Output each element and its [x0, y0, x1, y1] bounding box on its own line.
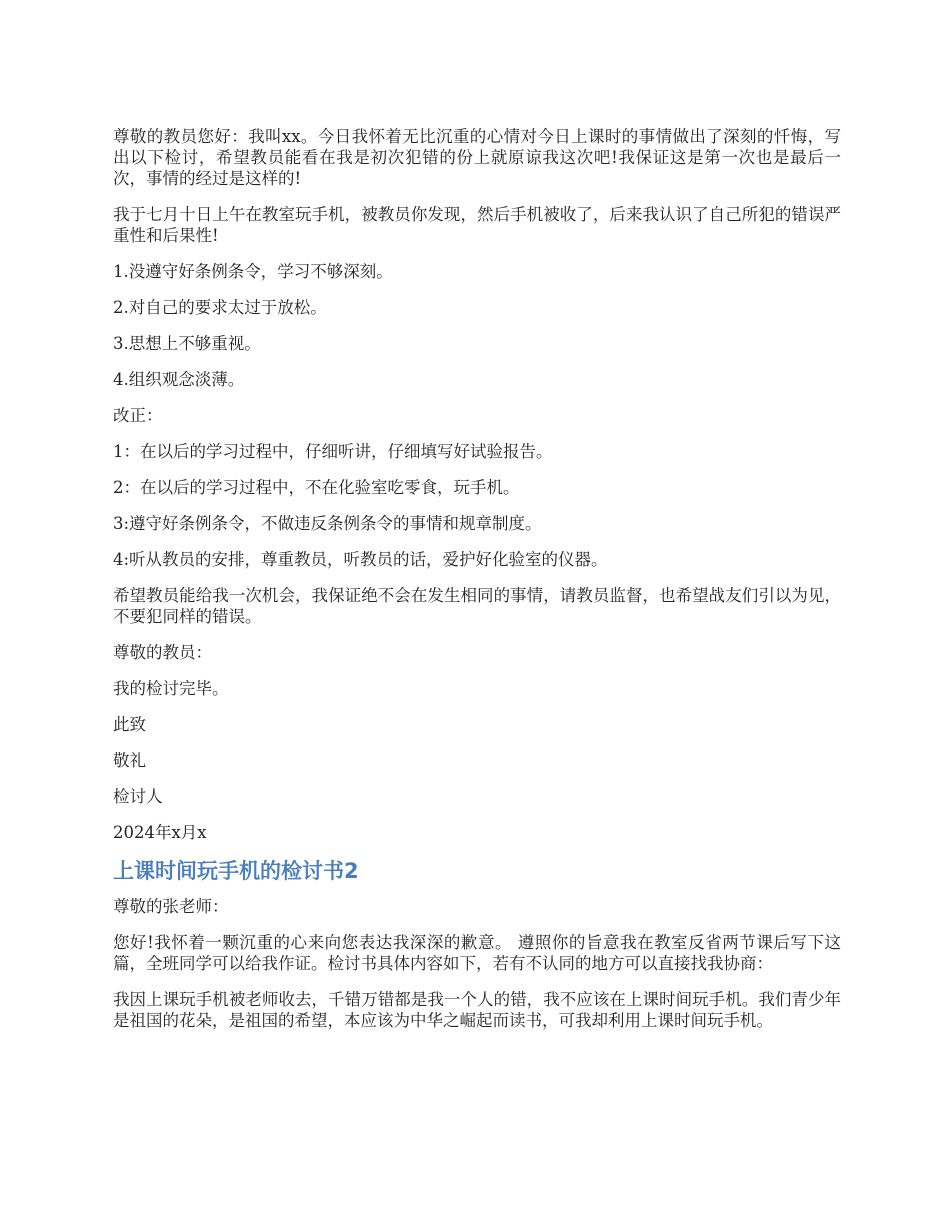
list-item-fault-2: 2.对自己的要求太过于放松。	[113, 298, 327, 317]
list-item-fault-3: 3.思想上不够重视。	[113, 334, 261, 353]
signature-label: 检讨人	[113, 787, 163, 806]
list-item-correction-2: 2：在以后的学习过程中，不在化验室吃零食，玩手机。	[113, 478, 520, 497]
closing-jingli: 敬礼	[113, 751, 146, 770]
list-item-fault-4: 4.组织观念淡薄。	[113, 370, 245, 389]
closing-cizhi: 此致	[113, 715, 146, 734]
paragraph-incident: 我于七月十日上午在教室玩手机，被教员你发现，然后手机被收了，后来我认识了自己所犯的错误严重性和后果性!	[113, 205, 841, 245]
list-item-correction-3: 3:遵守好条例条令，不做违反条例条令的事情和规章制度。	[113, 514, 542, 533]
list-item-correction-1: 1：在以后的学习过程中，仔细听讲，仔细填写好试验报告。	[113, 442, 553, 461]
paragraph-salutation-2: 尊敬的张老师：	[113, 897, 229, 916]
paragraph-hope: 希望教员能给我一次机会，我保证绝不会在发生相同的事情，请教员监督，也希望战友们引以为见，不要犯同样的错误。	[113, 586, 841, 626]
paragraph-salutation: 尊敬的教员：	[113, 643, 212, 662]
list-item-fault-1: 1.没遵守好条例条令，学习不够深刻。	[113, 262, 393, 281]
paragraph-reason: 我因上课玩手机被老师收去，千错万错都是我一个人的错，我不应该在上课时间玩手机。我们青少年是祖国的花朵，是祖国的希望，本应该为中华之崛起而读书，可我却利用上课时间玩手机。	[113, 990, 841, 1030]
list-item-correction-4: 4:听从教员的安排，尊重教员，听教员的话，爱护好化验室的仪器。	[113, 550, 608, 569]
date-line: 2024年x月x	[113, 823, 207, 842]
paragraph-greeting: 尊敬的教员您好：我叫xx。今日我怀着无比沉重的心情对今日上课时的事情做出了深刻的忏悔，写出以下检讨，希望教员能看在我是初次犯错的份上就原谅我这次吧!我保证这是第一次也是最后一次，事情的经过是这样的!	[113, 127, 841, 188]
document-page	[113, 126, 841, 1046]
section-heading: 上课时间玩手机的检讨书2	[113, 859, 359, 883]
paragraph-end: 我的检讨完毕。	[113, 679, 229, 698]
paragraph-apology: 您好!我怀着一颗沉重的心来向您表达我深深的歉意。 遵照你的旨意我在教室反省两节课后写下这篇，全班同学可以给我作证。检讨书具体内容如下，若有不认同的地方可以直接找我协商：	[113, 933, 841, 973]
correction-label: 改正：	[113, 406, 163, 425]
